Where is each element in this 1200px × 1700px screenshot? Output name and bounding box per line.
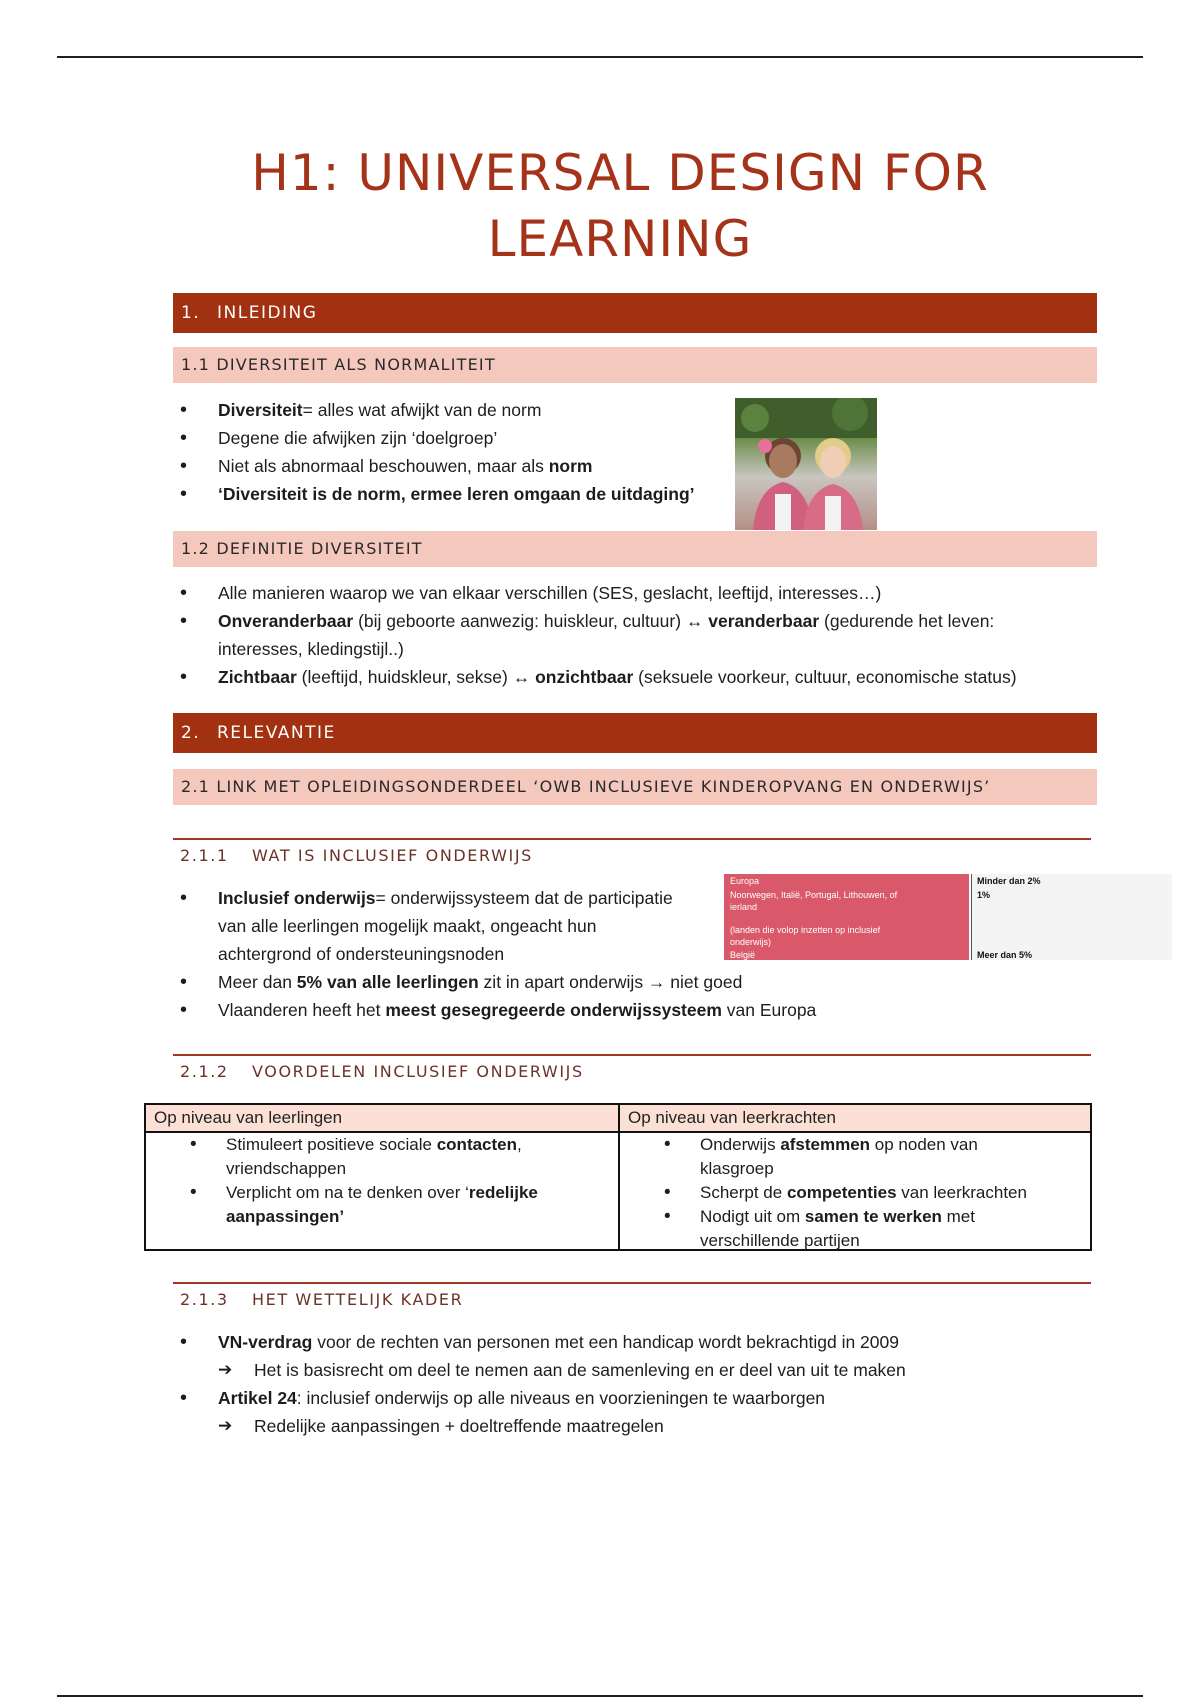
header-rule (57, 56, 1143, 58)
item-text: Nodigt uit om (700, 1207, 805, 1226)
column-header-leerlingen: Op niveau van leerlingen (154, 1108, 343, 1127)
item-text: Redelijke aanpassingen + doeltreffende maatregelen (254, 1416, 664, 1436)
item-text: verschillende partijen (700, 1231, 860, 1250)
heading-label: VOORDELEN INCLUSIEF ONDERWIJS (252, 1062, 584, 1081)
item-text: Degene die afwijken zijn ‘doelgroep’ (218, 428, 498, 448)
item-text: = onderwijssysteem dat de participatie (375, 888, 673, 908)
heading-number: 2.1.1 (180, 846, 229, 865)
list-item (186, 1181, 596, 1229)
item-text: Vlaanderen heeft het (218, 1000, 386, 1020)
page-title: H1: UNIVERSAL DESIGN FOR LEARNING (251, 144, 989, 268)
item-text: Stimuleert positieve sociale (226, 1135, 437, 1154)
bold-term: contacten (436, 1135, 518, 1154)
heading-label: WAT IS INCLUSIEF ONDERWIJS (252, 846, 533, 865)
item-text: op noden van (870, 1135, 978, 1154)
list-item (174, 424, 734, 452)
table-left-column (724, 874, 969, 960)
heading-link-opleidingsonderdeel (173, 769, 1097, 805)
item-text: interesses, kledingstijl..) (218, 639, 404, 659)
list-item (174, 663, 1074, 691)
bullet-list-definitie (174, 579, 1074, 691)
list-item (174, 1384, 1094, 1412)
heading-voordelen-inclusief-onderwijs (173, 1054, 1091, 1081)
item-text: voor de rechten van personen met een handicap wordt bekrachtigd in 2009 (312, 1332, 899, 1352)
item-text: = alles wat afwijkt van de norm (302, 400, 542, 420)
item-text: (leeftijd, huidskleur, sekse) ↔ (296, 667, 536, 687)
heading-number: 2.1.3 (180, 1290, 229, 1309)
heading-label: 1.1 DIVERSITEIT ALS NORMALITEIT (181, 355, 496, 374)
bold-term: meest gesegregeerde onderwijssysteem (385, 1000, 722, 1020)
list-item (174, 968, 1074, 996)
heading-number: 1. (181, 303, 201, 323)
list-item (174, 607, 1074, 663)
heading-label: 1.2 DEFINITIE DIVERSITEIT (181, 539, 423, 558)
item-text: van Europa (721, 1000, 817, 1020)
bold-term: onzichtbaar (535, 667, 634, 687)
heading-relevantie (173, 713, 1097, 753)
children-photo-illustration (735, 398, 877, 530)
list-item (174, 996, 1074, 1024)
item-text: (seksuele voorkeur, cultuur, economische status) (633, 667, 1017, 687)
heading-label: RELEVANTIE (217, 723, 336, 743)
bold-term: norm (548, 456, 593, 476)
bold-term: Zichtbaar (218, 667, 297, 687)
bold-term: Diversiteit (218, 400, 303, 420)
heading-het-wettelijk-kader (173, 1282, 1091, 1309)
table-cell: 1% (977, 890, 991, 900)
heading-label: HET WETTELIJK KADER (252, 1290, 464, 1309)
leerlingen-list (186, 1133, 596, 1229)
item-text: Scherpt de (700, 1183, 787, 1202)
list-item (186, 1133, 596, 1181)
list-item (174, 1328, 1094, 1356)
segregation-table-image (724, 874, 1172, 960)
bold-term: aanpassingen’ (226, 1207, 345, 1226)
list-item (660, 1133, 1080, 1181)
table-cell: Europa (730, 876, 760, 886)
item-text: met (941, 1207, 975, 1226)
bold-term: 5% van alle leerlingen (296, 972, 479, 992)
table-right-column (971, 874, 1172, 960)
column-header-leerkrachten: Op niveau van leerkrachten (628, 1108, 836, 1127)
arrow-item (174, 1356, 1094, 1384)
item-text: klasgroep (700, 1159, 774, 1178)
heading-definitie-diversiteit (173, 531, 1097, 567)
bullet-list-wettelijk-kader (174, 1328, 1094, 1440)
list-item (174, 480, 734, 508)
item-text: , (517, 1135, 522, 1154)
list-item (660, 1205, 1080, 1253)
item-text: Verplicht om na te denken over ‘ (226, 1183, 469, 1202)
item-text: : inclusief onderwijs op alle niveaus en voorzieningen te waarborgen (296, 1388, 826, 1408)
item-text: (bij geboorte aanwezig: huiskleur, cultuur) ↔ (353, 611, 709, 631)
item-text: vriendschappen (226, 1159, 347, 1178)
item-text: (gedurende het leven: (819, 611, 995, 631)
item-text: Alle manieren waarop we van elkaar verschillen (SES, geslacht, leeftijd, interesses…) (218, 583, 882, 603)
bold-term: Artikel 24 (218, 1388, 297, 1408)
bullet-list-diversiteit (174, 396, 734, 508)
bold-term: samen te werken (804, 1207, 942, 1226)
voordelen-table (144, 1103, 1092, 1251)
bold-term: competenties (786, 1183, 897, 1202)
table-cell: Meer dan 5% (977, 950, 1033, 960)
item-text: van alle leerlingen mogelijk maakt, ongeacht hun (218, 916, 597, 936)
heading-diversiteit-als-normaliteit (173, 347, 1097, 383)
table-cell: Minder dan 2% (977, 876, 1041, 886)
item-text: Meer dan (218, 972, 297, 992)
bold-term: veranderbaar (708, 611, 820, 631)
item-text: van leerkrachten (896, 1183, 1027, 1202)
heading-wat-is-inclusief-onderwijs (173, 838, 1091, 865)
column-divider (618, 1105, 620, 1249)
item-text: zit in apart onderwijs → niet goed (478, 972, 743, 992)
heading-number: 2. (181, 723, 201, 743)
table-cell: (landen die volop inzetten op inclusief (730, 925, 881, 935)
bold-term: ‘Diversiteit is de norm, ermee leren omgaan de uitdaging’ (218, 484, 695, 504)
bold-term: Inclusief onderwijs (218, 888, 376, 908)
heading-number: 2.1.2 (180, 1062, 229, 1081)
leerkrachten-list (660, 1133, 1080, 1253)
arrow-item (174, 1412, 1094, 1440)
item-text: achtergrond of ondersteuningsnoden (218, 944, 505, 964)
list-item (174, 452, 734, 480)
item-text: Onderwijs (700, 1135, 781, 1154)
table-cell: onderwijs) (730, 937, 772, 947)
list-item (174, 396, 734, 424)
table-cell: Noorwegen, Italië, Portugal, Lithouwen, of (730, 890, 898, 900)
heading-label: 2.1 LINK MET OPLEIDINGSONDERDEEL ‘OWB INCLUSIEVE KINDEROPVANG EN ONDERWIJS’ (181, 777, 991, 796)
bold-term: redelijke (468, 1183, 538, 1202)
item-text: Niet als abnormaal beschouwen, maar als (218, 456, 549, 476)
table-cell: België (730, 950, 756, 960)
table-cell: ierland (730, 902, 758, 912)
list-item (174, 579, 1074, 607)
bold-term: afstemmen (780, 1135, 871, 1154)
bold-term: VN-verdrag (218, 1332, 313, 1352)
bold-term: Onveranderbaar (218, 611, 354, 631)
list-item (660, 1181, 1080, 1205)
footer-rule (57, 1695, 1143, 1697)
children-photo (735, 398, 877, 530)
item-text: Het is basisrecht om deel te nemen aan de samenleving en er deel van uit te maken (254, 1360, 906, 1380)
heading-label: INLEIDING (217, 303, 318, 323)
heading-inleiding (173, 293, 1097, 333)
